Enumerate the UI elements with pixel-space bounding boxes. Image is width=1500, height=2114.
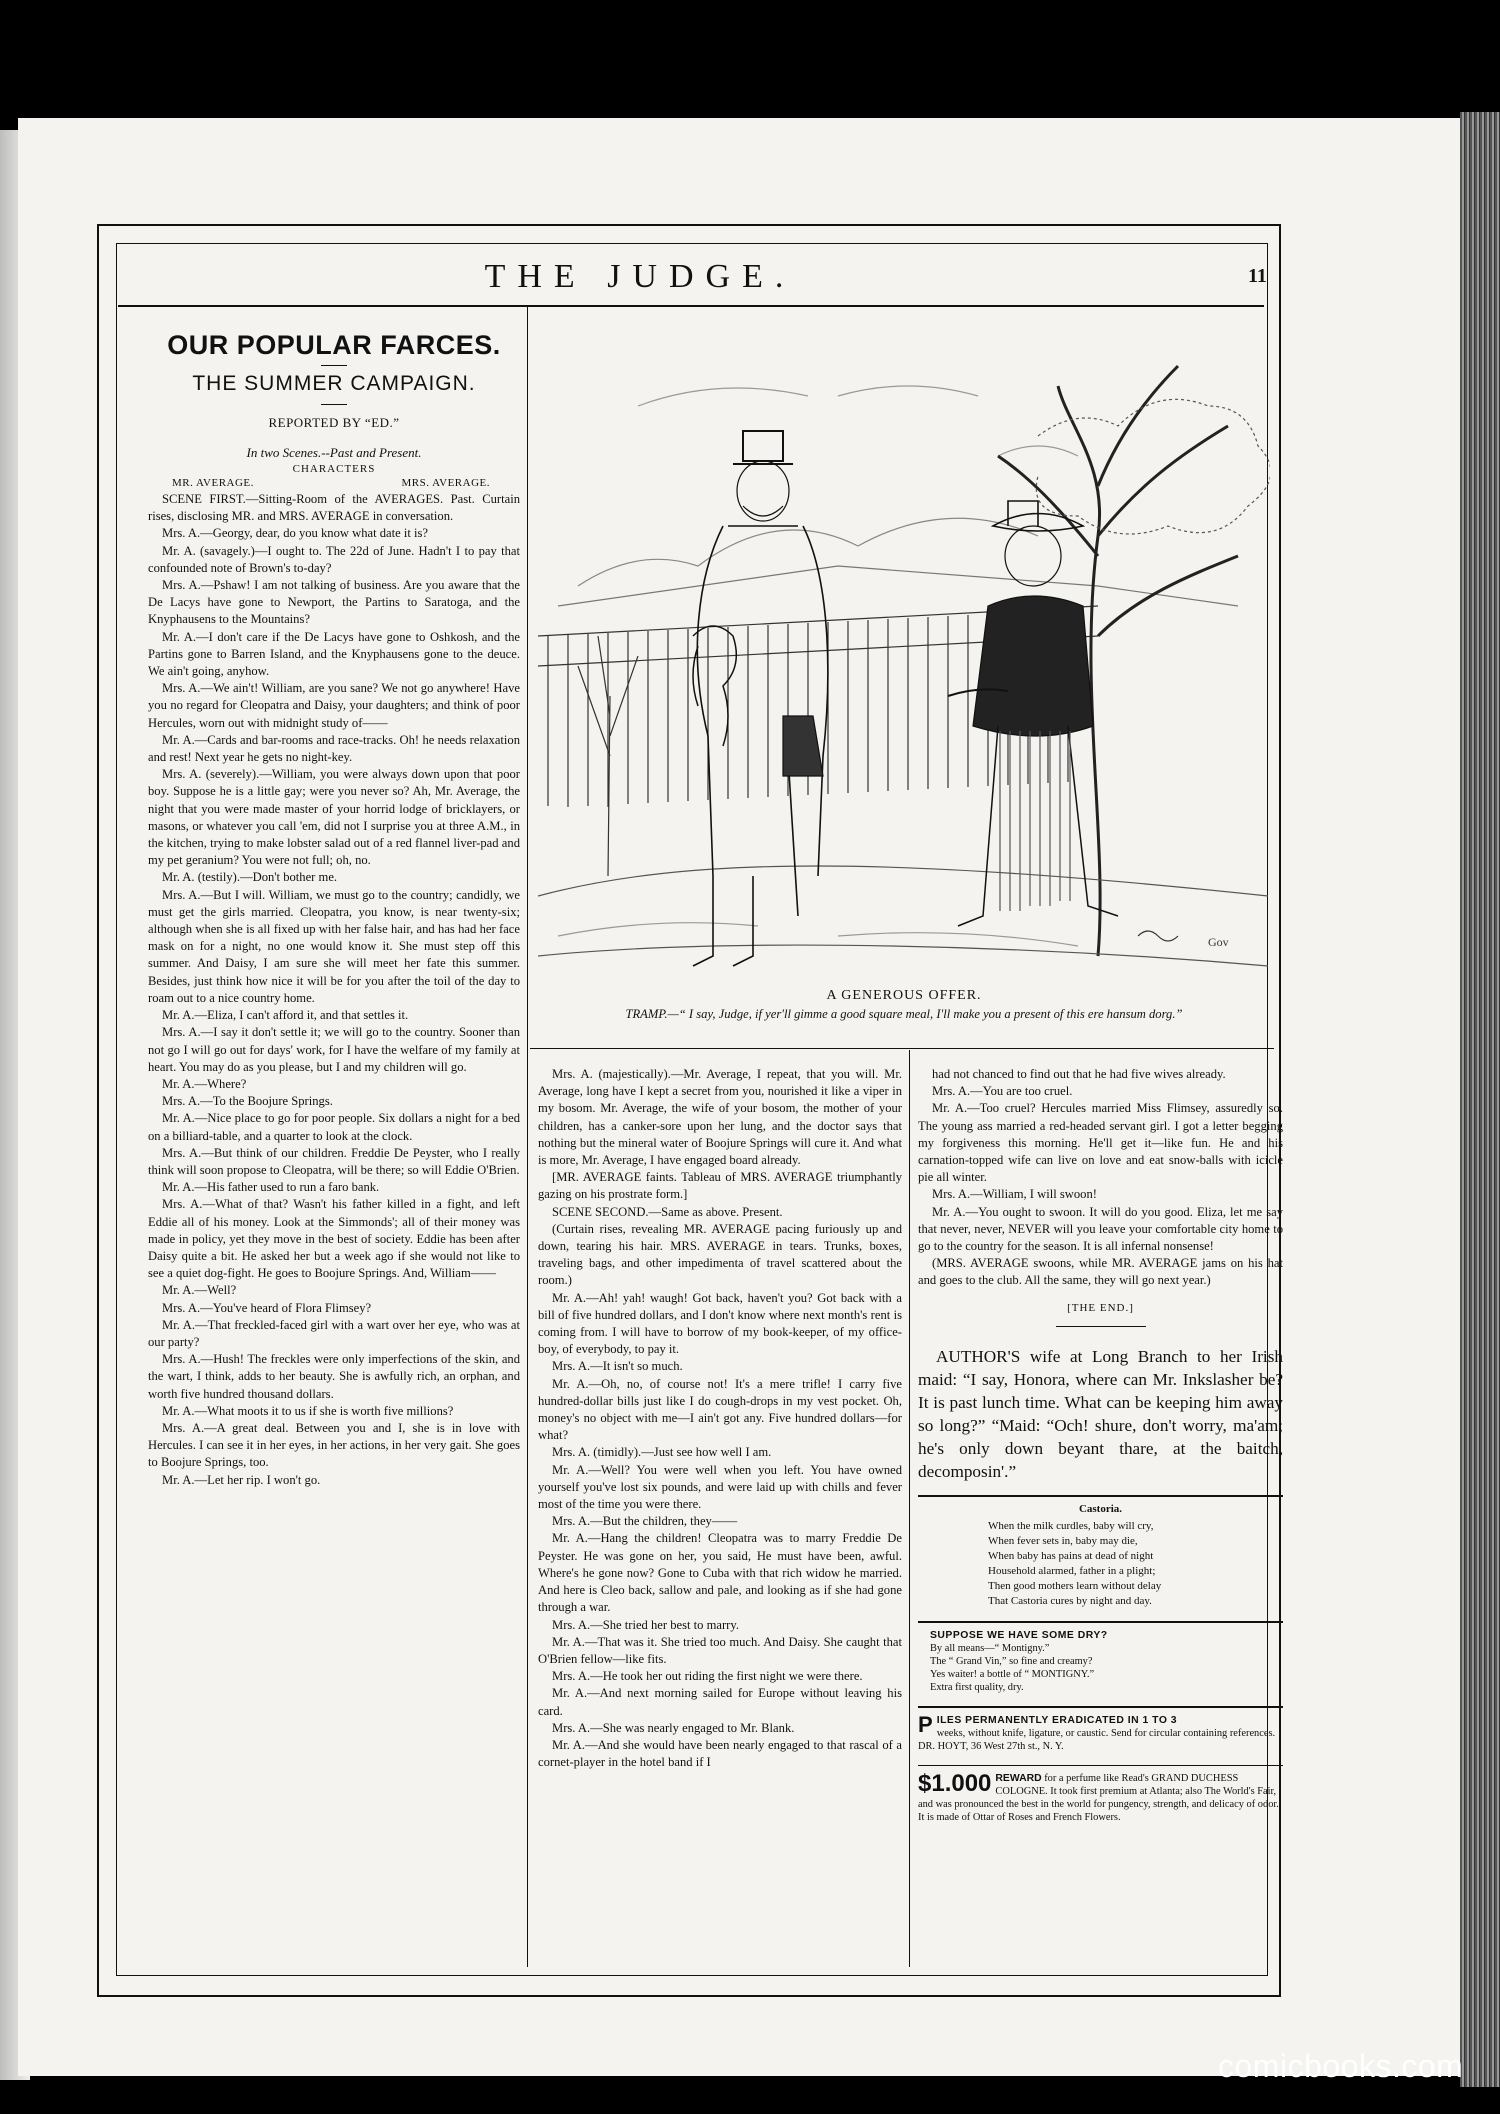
farce-paragraph: Mr. A.—And next morning sailed for Europe without leaving his card. — [538, 1686, 902, 1718]
farce-column-left — [148, 322, 520, 1489]
characters-list — [148, 477, 520, 489]
illustration-caption-title: A GENEROUS OFFER. — [826, 988, 982, 1003]
farce-paragraph: Mrs. A.—Hush! The freckles were only imperfections of the skin, and the wart, I think, adds to her beauty. She is awfully rich, an orphan, and worth five hundred thousand dollars. — [148, 1352, 520, 1401]
watermark: comicbooks.com — [1218, 2048, 1464, 2084]
farce-paragraph: SCENE SECOND.—Same as above. Present. — [552, 1204, 783, 1219]
piles-heading: ILES PERMANENTLY ERADICATED IN 1 TO 3 — [936, 1714, 1178, 1726]
subtitle-rule — [321, 404, 347, 405]
scenes-note: In two Scenes.--Past and Present. — [246, 445, 422, 460]
farce-text-col1 — [148, 491, 520, 1489]
montigny-heading: SUPPOSE WE HAVE SOME DRY? — [930, 1629, 1108, 1641]
reward-amount: $1.000 — [918, 1769, 992, 1797]
farce-paragraph: Mrs. A.—We ain't! William, are you sane? We not go anywhere! Have you no regard for Cleopatra and Daisy, your daughters; and think of poor Hercules, worn out with midnight study of—— — [148, 681, 520, 730]
farce-paragraph: Mr. A.—That freckled-faced girl with a wart over her eye, who was at our party? — [148, 1317, 520, 1349]
farce-paragraph: Mr. A. (testily).—Don't bother me. — [162, 870, 338, 885]
montigny-line: By all means—“ Montigny.” — [930, 1642, 1050, 1654]
farce-paragraph: Mrs. A. (majestically).—Mr. Average, I repeat, that you will. Mr. Average, long have I kept a secret from you, nourished it like a viper in my bosom. Mr. Average, the wife of your bosom, the mother of your children, has a canker-sore upon her lung, and the doctor says that nothing but the mineral water of Boojure Springs will cure it. And what is more, Mr. Average, I have engaged board already. — [538, 1067, 902, 1168]
ad-piles — [918, 1711, 1283, 1753]
farce-paragraph: Mrs. A.—But the children, they—— — [552, 1514, 738, 1529]
farce-paragraph: [MR. AVERAGE faints. Tableau of MRS. AVERAGE triumphantly gazing on his prostrate form.] — [538, 1170, 902, 1202]
column-rule-left — [527, 307, 528, 1967]
farce-paragraph: Mrs. A. (timidly).—Just see how well I am. — [552, 1445, 772, 1460]
illustration-drawing — [538, 336, 1270, 976]
farce-paragraph: Mrs. A.—William, I will swoon! — [932, 1187, 1097, 1202]
farce-paragraph: Mr. A.—What moots it to us if she is worth five millions? — [162, 1403, 454, 1418]
illustration-caption-text: TRAMP.—“ I say, Judge, if yer'll gimme a good square meal, I'll make you a present of this ere hansum dorg.” — [625, 1007, 1183, 1021]
farce-paragraph: had not chanced to find out that he had five wives already. — [932, 1067, 1226, 1081]
the-end-marker: [THE END.] — [1067, 1301, 1134, 1314]
end-rule — [1056, 1326, 1146, 1327]
farce-paragraph: Mr. A.—I don't care if the De Lacys have gone to Oshkosh, and the Partins gone to Barren Island, and the Knyphausens gone to the deuce. We ain't going, anyhow. — [148, 629, 520, 679]
farce-paragraph: (MRS. AVERAGE swoons, while MR. AVERAGE jams on his hat and goes to the club. All the same, they will go next year.) — [918, 1256, 1283, 1288]
farce-paragraph: Mr. A.—Hang the children! Cleopatra was to marry Freddie De Peyster. He was gone on her, you said, He must have been, awful. Where's he gone now? Gone to Cuba with that rich widow he married. And here is Cleo back, sallow and pale, and looking as if she had gone through a war. — [538, 1531, 902, 1615]
piles-initial: P — [918, 1711, 933, 1737]
masthead-rule — [118, 305, 1264, 307]
farce-paragraph: Mr. A.—Let her rip. I won't go. — [162, 1472, 321, 1487]
farce-paragraph: Mrs. A.—Pshaw! I am not talking of business. Are you aware that the De Lacys have gone to Newport, the Partins to Saratoga, and the Knyphausens to the Mountains? — [148, 578, 520, 627]
farce-paragraph: Mrs. A.—Georgy, dear, do you know what date it is? — [162, 526, 429, 541]
masthead-title: THE JUDGE. — [484, 258, 796, 295]
farce-paragraph: Mr. A.—Well? You were well when you left. You have owned yourself you've lost six pounds, and were laid up with chills and fever most of the time you were there. — [538, 1462, 902, 1512]
farce-title: OUR POPULAR FARCES. — [167, 330, 501, 360]
ad-montigny — [918, 1629, 1283, 1694]
reward-text: for a perfume like Read's GRAND DUCHESS COLOGNE. It took first premium at Atlanta; also The World's Fair, and was pronounced the best in the world for pungency, strength, and delicacy of odor. It is made of Ottar of Roses and French Flowers. — [918, 1772, 1279, 1823]
farce-paragraph: Mrs. A.—She tried her best to marry. — [552, 1617, 740, 1632]
ad-rule-reward — [918, 1765, 1283, 1766]
farce-paragraph: Mr. A.—His father used to run a faro bank. — [162, 1180, 380, 1195]
farce-paragraph: Mrs. A.—He took her out riding the first night we were there. — [552, 1669, 863, 1684]
illustration-generous-offer — [538, 336, 1270, 976]
farce-paragraph: SCENE FIRST.—Sitting-Room of the AVERAGES. Past. Curtain rises, disclosing MR. and MRS. AVERAGE in conversation. — [148, 492, 520, 524]
farce-subtitle: THE SUMMER CAMPAIGN. — [192, 372, 476, 395]
title-rule — [321, 365, 347, 366]
ad-reward — [918, 1769, 1283, 1824]
montigny-line: The “ Grand Vin,” so fine and creamy? — [930, 1655, 1093, 1667]
anecdote-long-branch: AUTHOR'S wife at Long Branch to her Irish maid: “I say, Honora, where can Mr. Inkslasher be? It is past lunch time. What can be keeping him away so long?” “Maid: “Och! shure, don't worry, ma'am; he's only down beyant thare, at the baitch, decomposin'.” — [918, 1346, 1283, 1481]
ad-rule-montigny — [918, 1621, 1283, 1623]
artist-signature: Gov — [1208, 935, 1229, 949]
castoria-line: That Castoria cures by night and day. — [988, 1594, 1152, 1607]
farce-paragraph: Mr. A.—Cards and bar-rooms and race-tracks. Oh! he needs relaxation and rest! Next year he gets no night-key. — [148, 732, 520, 765]
farce-paragraph: Mrs. A.—It isn't so much. — [552, 1359, 683, 1374]
castoria-heading: Castoria. — [1078, 1502, 1123, 1515]
montigny-lines — [930, 1642, 1283, 1694]
book-page-edges — [1460, 112, 1500, 2087]
farce-paragraph: Mrs. A.—I say it don't settle it; we will go to the country. Sooner than not go I will go out for days' work, for I have the welfare of my family at heart. You may do as you please, but I and my children will go. — [148, 1025, 520, 1074]
farce-paragraph: Mr. A.—Oh, no, of course not! It's a mere trifle! I carry five hundred-dollar bills just like I do cough-drops in my vest pocket. Oh, money's no object with me—I ain't got any. Five hundred dollars—for what? — [538, 1376, 902, 1443]
farce-paragraph: Mr. A.—You ought to swoon. It will do you good. Eliza, let me say that never, never, NEVER will you leave your comfortable city home to go to the country for the season. It is all infernal nonsense! — [918, 1204, 1283, 1254]
farce-paragraph: Mr. A.—Nice place to go for poor people. Six dollars a night for a bed on a billiard-table, and a quarter to look at the clock. — [148, 1111, 520, 1143]
farce-paragraph: Mr. A.—Where? — [162, 1076, 247, 1091]
farce-column-middle — [538, 1066, 902, 1771]
farce-text-col3 — [918, 1066, 1283, 1290]
farce-paragraph: Mr. A.—That was it. She tried too much. And Daisy. She caught that O'Brien fellow—like fits. — [538, 1634, 902, 1666]
farce-paragraph: Mr. A.—Ah! yah! waugh! Got back, haven't you? Got back with a bill of five hundred dollars, and I don't know where next month's rent is coming from. I will have to borrow of my book-keeper, of my office-boy, of everybody, to pay it. — [538, 1290, 902, 1357]
farce-paragraph: Mr. A.—Too cruel? Hercules married Miss Flimsey, assuredly so. The young ass married a red-headed servant girl. I got a letter begging my forgiveness this morning. He'll get it—like fun. He and his carnation-topped wife can live on love and eat snow-balls with icicle pie all winter. — [918, 1101, 1283, 1185]
castoria-line: When the milk curdles, baby will cry, — [988, 1519, 1154, 1532]
farce-paragraph: Mrs. A.—A great deal. Between you and I, she is in love with Hercules. I can see it in her eyes, in her actions, in her very gait. She goes to Boojure Springs, too. — [148, 1420, 520, 1470]
farce-paragraph: Mrs. A. (severely).—William, you were always down upon that poor boy. Suppose he is a little gay; were you never so? Ah, Mr. Average, the night that you were made master of your horrid lodge of bricklayers, or masons, or whatever you call 'em, did not I surprise you at three A.M., in the kitchen, trying to make lobster salad out of a red flannel liver-pad and my pet geranium? You were not full; oh, no. — [148, 767, 520, 868]
column-rule-middle — [909, 1050, 910, 1967]
farce-paragraph: Mr. A.—Eliza, I can't afford it, and that settles it. — [162, 1008, 409, 1023]
reported-by: REPORTED BY “ED.” — [268, 415, 400, 430]
ad-rule-castoria — [918, 1495, 1283, 1497]
montigny-line: Yes waiter! a bottle of “ MONTIGNY.” — [930, 1668, 1095, 1680]
farce-paragraph: (Curtain rises, revealing MR. AVERAGE pacing furiously up and down, tearing his hair. MRS. AVERAGE in tears. Trunks, boxes, traveling bags, and other impedimenta of travel scattered about the room.) — [538, 1221, 902, 1288]
farce-paragraph: Mrs. A.—You've heard of Flora Flimsey? — [162, 1300, 372, 1315]
castoria-line: When fever sets in, baby may die, — [988, 1534, 1138, 1547]
farce-paragraph: Mrs. A.—She was nearly engaged to Mr. Blank. — [552, 1720, 795, 1735]
montigny-line: Extra first quality, dry. — [930, 1681, 1024, 1693]
castoria-line: Household alarmed, father in a plight; — [988, 1564, 1156, 1577]
farce-column-right — [918, 1066, 1283, 1824]
farce-paragraph: Mrs. A.—To the Boojure Springs. — [162, 1094, 333, 1109]
castoria-line: When baby has pains at dead of night — [988, 1549, 1154, 1562]
farce-paragraph: Mr. A. (savagely.)—I ought to. The 22d of June. Hadn't I to pay that confounded note of Brown's to-day? — [148, 543, 520, 575]
castoria-line: Then good mothers learn without delay — [988, 1579, 1162, 1592]
farce-paragraph: Mrs. A.—But think of our children. Freddie De Peyster, who I really think will soon propose to Cleopatra, will be there; so will Eddie O'Brien. — [148, 1145, 520, 1177]
reward-heading: REWARD — [995, 1772, 1042, 1784]
character-mr-average: MR. AVERAGE. — [172, 477, 254, 489]
farce-text-col2 — [538, 1066, 902, 1771]
ad-rule-piles — [918, 1706, 1283, 1708]
farce-paragraph: Mrs. A.—But I will. William, we must go to the country; candidly, we must get the girls married. Cleopatra, you know, is near twenty-six; although when she is all fixed up with her false hair, and has had her face mask on for a night, no one would know it. She must step off this summer. And Daisy, I am sure she will meet her fate this summer. Besides, just think how nice it will be for you after the toil of the day to roam out to a nice country home. — [148, 887, 520, 1005]
illustration-rule — [530, 1048, 1274, 1049]
farce-paragraph: Mr. A.—And she would have been nearly engaged to that rascal of a cornet-player in the hotel band if I — [538, 1737, 902, 1770]
farce-paragraph: Mr. A.—Well? — [162, 1283, 237, 1298]
character-mrs-average: MRS. AVERAGE. — [401, 477, 490, 489]
farce-paragraph: Mrs. A.—What of that? Wasn't his father killed in a fight, and left Eddie all of his money. Look at the Simmonds'; all of their money was made in policy, yet they move in the best of society. Eddie has been after Daisy quite a bit. He asked her but a week ago if she would not like to see a quiet dog-fight. He goes to Boojure Springs. And, William—— — [148, 1197, 520, 1281]
castoria-poem — [918, 1519, 1283, 1609]
ad-castoria — [918, 1503, 1283, 1609]
piles-text: weeks, without knife, ligature, or caustic. Send for circular containing references. DR. HOYT, 36 West 27th st., N. Y. — [918, 1727, 1276, 1752]
page-number: 11 — [1248, 265, 1267, 287]
characters-heading: CHARACTERS — [292, 463, 376, 475]
farce-paragraph: Mrs. A.—You are too cruel. — [932, 1084, 1073, 1099]
